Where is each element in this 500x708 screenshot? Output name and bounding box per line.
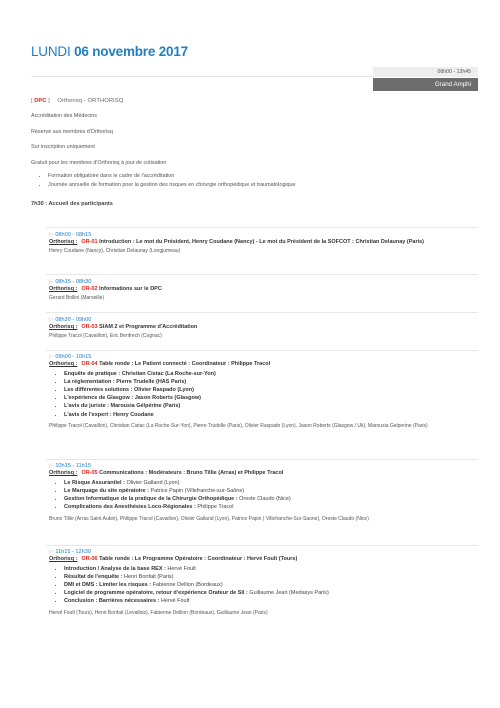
orthorisq-link[interactable]: Orthorisq :: [49, 324, 78, 330]
topic-item: • Introduction / Analyse de la base REX : Hervé Foult: [64, 566, 459, 573]
orthorisq-link[interactable]: Orthorisq :: [49, 286, 78, 292]
topic-item: • Enquête de pratique : Christian Cistac (La Roche-sur-Yon): [64, 371, 459, 378]
topic-item: • Conclusion : Barrières nécessaires : Hervé Foult: [64, 598, 459, 605]
session-divider: [46, 350, 478, 351]
topic-item: • Logiciel de programme opératoire, retour d'expérience Orateur de Sil : Guillaume Jean (Medasys Paris): [64, 590, 459, 597]
play-icon: ▷: [49, 354, 54, 360]
orthorisq-link[interactable]: Orthorisq :: [49, 556, 78, 562]
intro-bullets: [31, 173, 296, 187]
intro-line: Accréditation des Médecins: [31, 113, 97, 119]
session-divider: [46, 274, 478, 275]
play-icon: ▷: [49, 279, 54, 285]
topic-list: [49, 371, 459, 419]
session-time: ▷ 11h15 - 12h30: [49, 549, 91, 555]
day-title: [31, 44, 188, 59]
topic-item: • DMI et DMS : Limiter les risques : Fabienne Dellion (Bordeaux): [64, 582, 459, 589]
session-intro: [31, 113, 296, 190]
topic-item: • La réglementation : Pierre Trudelle (HAS Paris): [64, 379, 459, 386]
topic-list: [49, 566, 459, 605]
session-title: Communications : Modérateurs : Bruno Tillie (Arras) et Philippe Tracol: [99, 470, 284, 476]
time-range: 08h00 - 12h45: [373, 67, 478, 77]
session-speakers: Gerard Bollini (Marseille): [49, 294, 105, 301]
orthorisq-link[interactable]: Orthorisq :: [49, 361, 78, 367]
header-divider: [31, 76, 404, 77]
topic-item: • L'expérience de Glasgow : Jason Roberts (Glasgow): [64, 395, 459, 402]
play-icon: ▷: [49, 463, 54, 469]
topic-item: • Complications des Anesthésies Loco-Régionales : Philippe Tracol: [64, 504, 459, 511]
session-divider: [46, 312, 478, 313]
session-speakers: Bruno Tillie (Arras Saint Aubin), Philippe Tracol (Cavaillon), Olivier Galland (Lyon), Patrice Papin ( Villefranche-Sur-Saone), Oreste Claudo (Nice): [49, 515, 369, 522]
intro-bullet: • Formation obligatoire dans le cadre de l'accréditation: [48, 173, 296, 179]
session-code: OR-06: [81, 556, 98, 562]
session-time: ▷ 10h15 - 11h15: [49, 463, 91, 469]
session-or-05: [49, 463, 459, 522]
intro-bullet: • Journée annuelle de formation pour la gestion des risques en chirurgie orthopédique et traumatologique: [48, 182, 296, 188]
dpc-badge: [ DPC ]: [31, 98, 50, 104]
session-code: OR-02: [81, 286, 98, 292]
session-speakers: Philippe Tracol (Cavaillon), Christian Cistac (La Roche-Sur-Yon), Pierre Trudelle (Paris), Olivier Raspado (Lyon), Jason Roberts (Glasgow / Uk), Marousia Gelperine (Paris): [49, 423, 428, 430]
session-time: ▷ 08h30 - 09h00: [49, 317, 92, 323]
topic-item: • Le Risque Assurantiel : Olivier Galland (Lyon): [64, 480, 459, 487]
session-code: OR-05: [81, 470, 98, 476]
topic-item: • Les différentes solutions : Olivier Raspado (Lyon): [64, 387, 459, 394]
orthorisq-link[interactable]: Orthorisq :: [49, 470, 78, 476]
play-icon: ▷: [49, 232, 54, 238]
room-label: Grand Amphi: [373, 78, 478, 91]
intro-line: Réservé aux membres d'Orthorisq: [31, 128, 113, 135]
welcome-note: 7h30 : Accueil des participants: [31, 201, 113, 207]
session-speakers: Henry Coudane (Nancy), Christian Delaunay (Longjumeau): [49, 247, 181, 254]
intro-line: Gratuit pour les membres d'Orthorisq à jour de cotisation: [31, 159, 167, 166]
session-title: SIAM 2 et Programme d'Accréditation: [99, 324, 198, 330]
session-speakers: Hervé Foult (Tours), Henri Bonfait (Levallois), Fabienne Dellion (Bordeaux), Guillaume Jean (Paris): [49, 610, 268, 617]
session-title: Introduction : Le mot du Président, Henry Coudane (Nancy) - Le mot du Président de la SOFCOT : Christian Delaunay (Paris): [99, 239, 425, 245]
session-code: OR-03: [81, 324, 98, 330]
session-code: OR-04: [81, 361, 98, 367]
intro-line: Sur inscription uniquement: [31, 144, 95, 151]
session-title: Informations sur le DPC: [99, 286, 162, 292]
session-divider: [46, 459, 478, 460]
topic-item: • L'avis de l'expert : Henry Coudane: [64, 412, 459, 419]
session-or-02: [49, 279, 162, 301]
section-header: [31, 98, 123, 104]
topic-list: [49, 480, 459, 511]
section-organizer: Orthorisq - ORTHORISQ: [57, 98, 124, 104]
session-time: ▷ 08h00 - 08h15: [49, 232, 92, 238]
session-code: OR-01: [81, 239, 98, 245]
session-or-03: [49, 317, 197, 339]
topic-item: • Le Marquage du site opératoire : Patrice Papin (Villefranche-sur-Saône): [64, 488, 459, 495]
topic-item: • L'avis du juriste : Marousia Gélpérine (Paris): [64, 403, 459, 410]
session-title: Table ronde : Le Patient connecté : Coordinateur : Philippe Tracol: [99, 361, 271, 367]
day-name: LUNDI: [31, 44, 71, 59]
session-title: Table ronde : Le Programme Opératoire : Coordinateur : Hervé Foult (Tours): [99, 556, 298, 562]
play-icon: ▷: [49, 317, 54, 323]
day-date: 06 novembre 2017: [74, 44, 188, 59]
topic-item: • Résultat de l'enquête : Henri Bonfait (Paris): [64, 574, 459, 581]
session-speakers: Philippe Tracol (Cavaillon), Eric Benfrech (Cognac): [49, 332, 162, 339]
play-icon: ▷: [49, 549, 54, 555]
session-divider: [46, 545, 478, 546]
session-or-01: [49, 232, 424, 254]
orthorisq-link[interactable]: Orthorisq :: [49, 239, 78, 245]
session-or-04: [49, 354, 459, 430]
session-time: ▷ 08h15 - 08h30: [49, 279, 92, 285]
topic-item: • Gestion Informatique de la pratique de la Chirurgie Orthopédique : Oreste Claudo (Nice): [64, 496, 459, 503]
session-divider: [46, 227, 478, 228]
session-or-06: [49, 549, 459, 617]
session-time: ▷ 09h00 - 10h15: [49, 354, 92, 360]
